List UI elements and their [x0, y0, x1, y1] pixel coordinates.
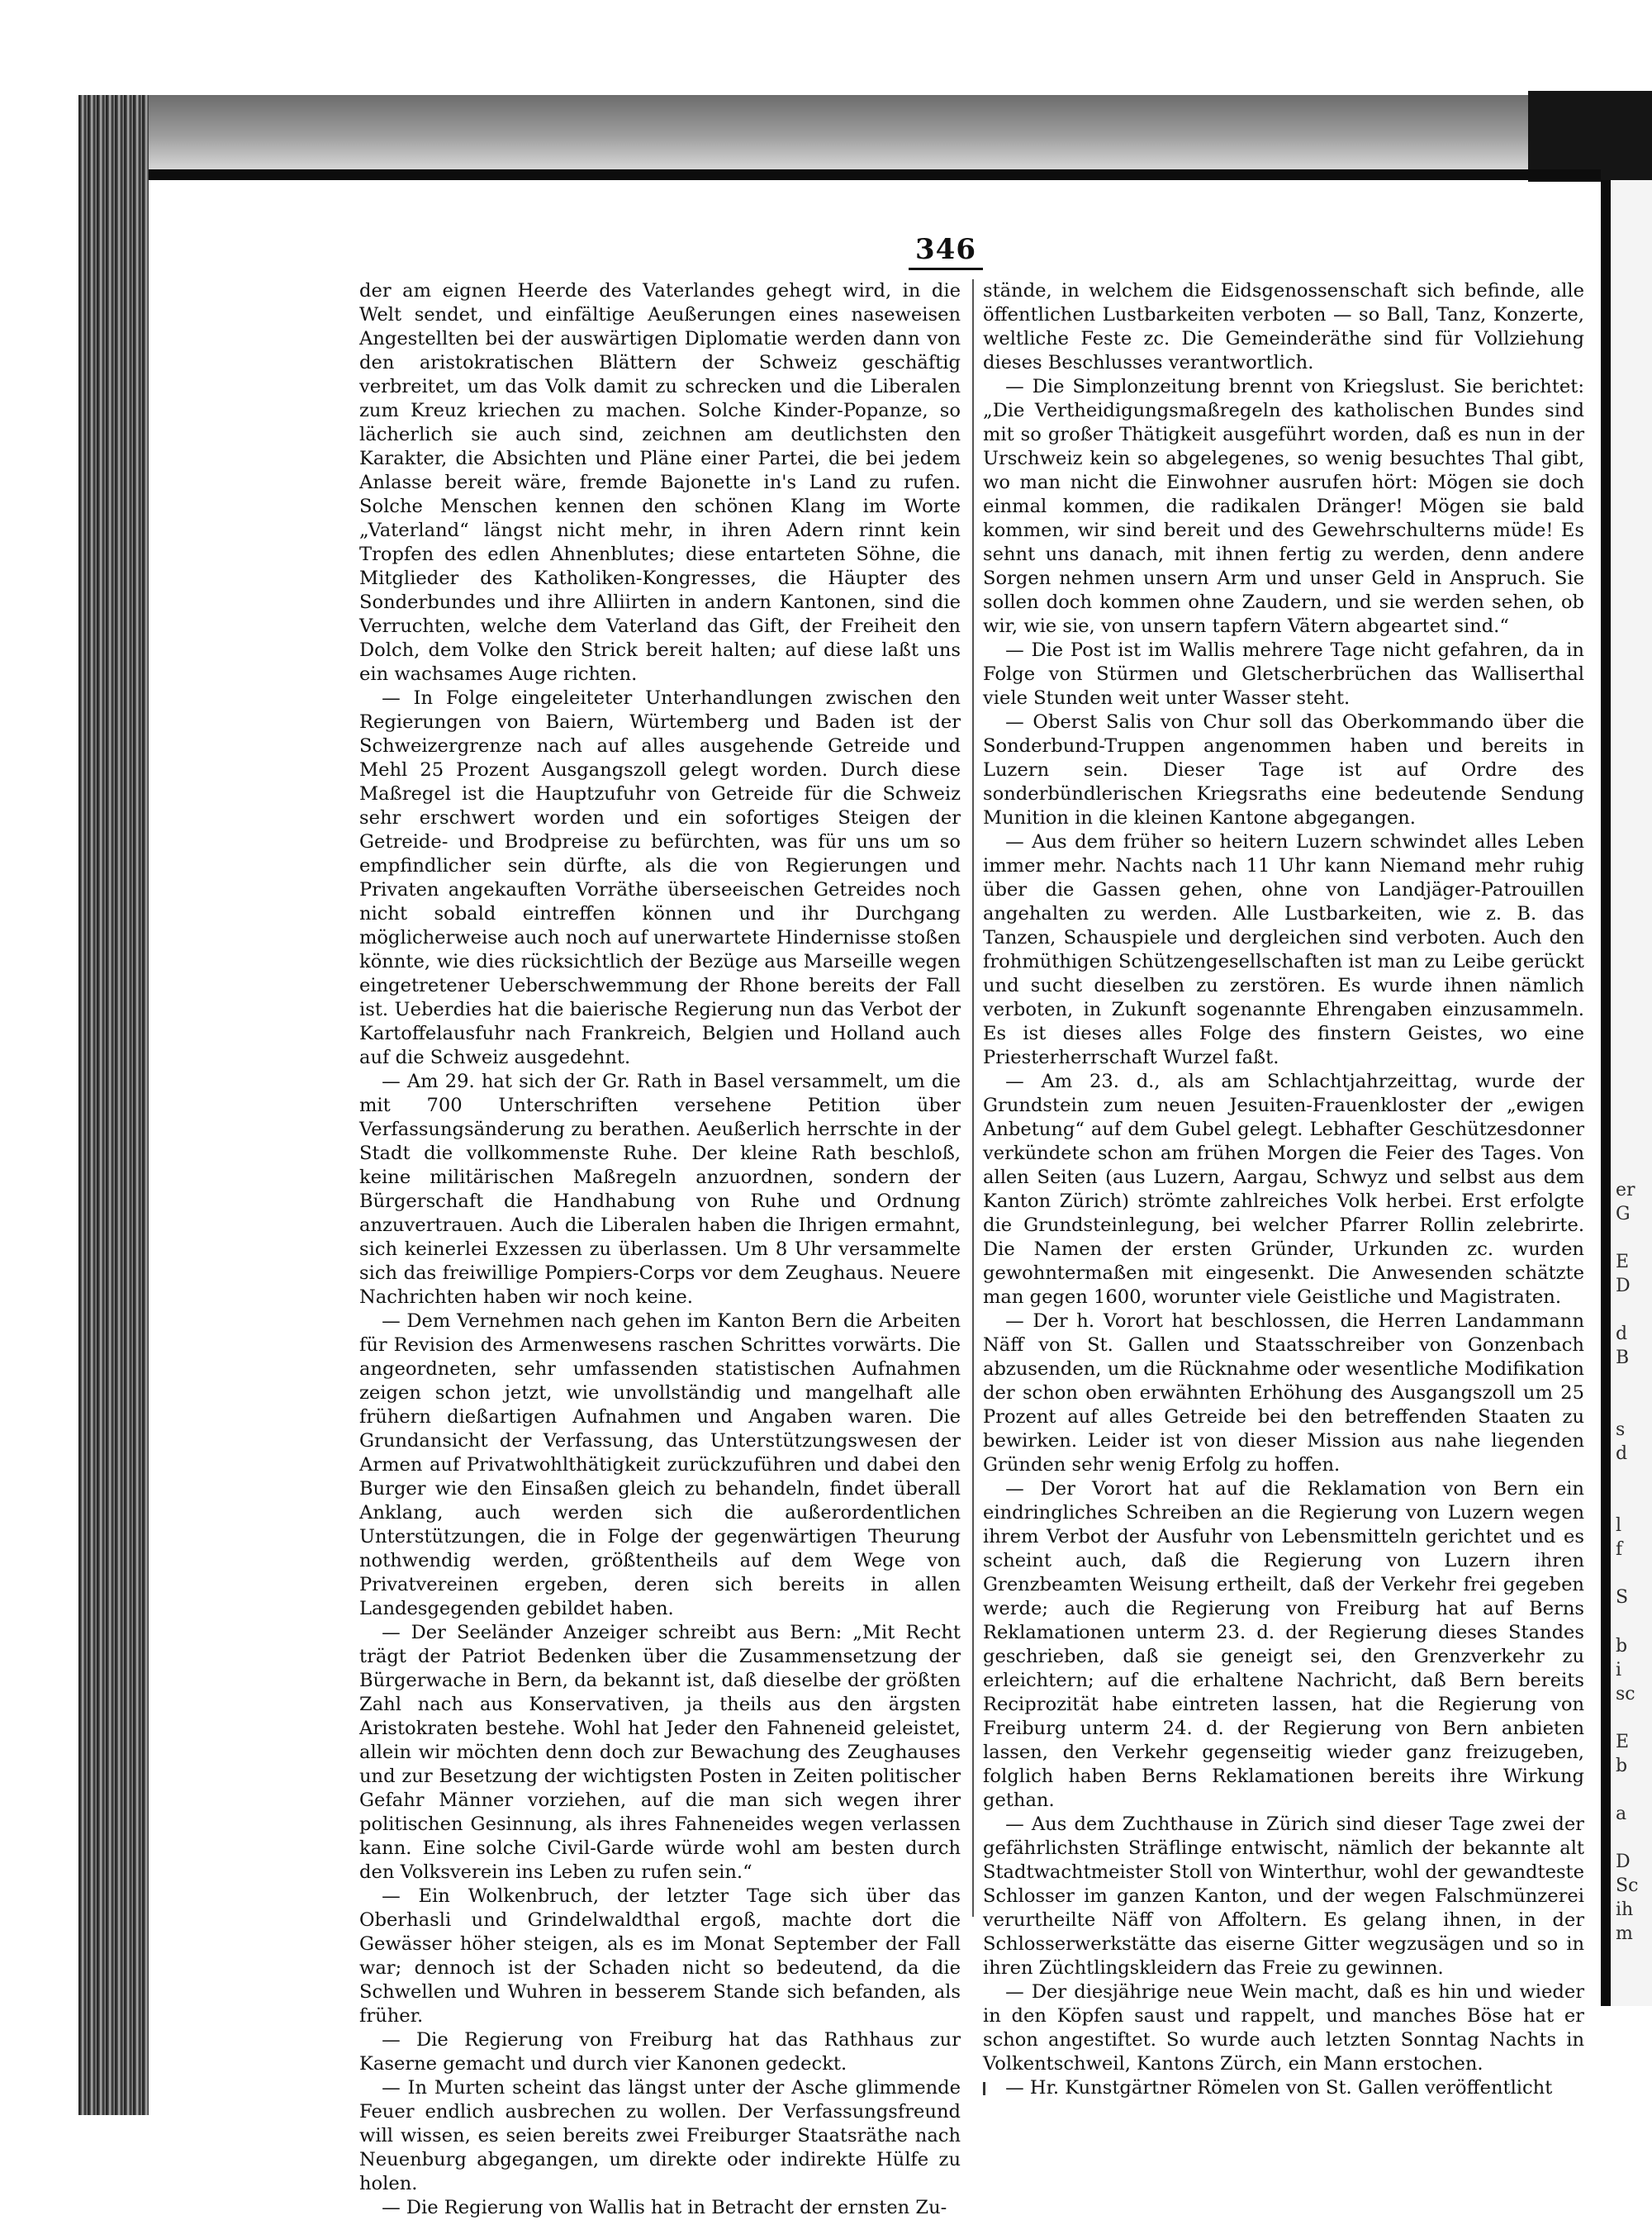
paragraph: — Hr. Kunstgärtner Römelen von St. Gallen veröffentlicht — [1005, 2077, 1553, 2099]
adjacent-fragment: s — [1616, 1419, 1626, 1440]
paragraph: — Die Regierung von Wallis hat in Betracht der ernsten Zu- — [382, 2197, 947, 2218]
paragraph: — Dem Vernehmen nach gehen im Kanton Bern die Arbeiten für Revision des Armenwesens raschen Schrittes vorwärts. Die angeordneten, sehr umfassenden statistischen Aufnahmen zeigen schon jetzt, wie unvollständig und mangelhaft alle frühern dießartigen Aufnahmen und Angaben waren. Die Grundansicht der Verfassung, das Unterstützungswesen der Armen auf Privatwohlthätigkeit zurückzuführen und dabei den Burger wie den Einsaßen gleich zu behandeln, findet überall Anklang, auch werden sich die außerordentlichen Unterstützungen, die in Folge der gegenwärtigen Theurung nothwendig werden, größtentheils auf dem Wege von Privatvereinen ergeben, deren sich bereits in allen Landesgegenden gebildet haben. — [359, 1310, 961, 1619]
paragraph: — Der Vorort hat auf die Reklamation von Bern ein eindringliches Schreiben an die Regierung von Luzern wegen ihrem Verbot der Ausfuhr von Lebensmitteln gerichtet und es scheint auch, daß die Regierung von Luzern ihren Grenzbeamten Weisung ertheilt, daß der Verkehr frei gegeben werde; auch die Regierung von Freiburg hat auf Berns Reklamationen unterm 23. d. der Regierung dieses Standes geschrieben, daß sie geneigt sei, den Grenzverkehr zu erleichtern; auf die erhaltene Nachricht, daß Bern bereits Reciprozität habe eintreten lassen, hat die Regierung von Freiburg unterm 24. d. der Regierung von Bern anbieten lassen, den Verkehr gegenseitig wieder ganz freizugeben, folglich haben Berns Reklamationen bereits ihre Wirkung gethan. — [983, 1478, 1584, 1811]
adjacent-fragment: i — [1616, 1660, 1622, 1680]
paragraph: — Die Regierung von Freiburg hat das Rathhaus zur Kaserne gemacht und durch vier Kanonen gedeckt. — [359, 2029, 961, 2075]
adjacent-fragment: l — [1616, 1515, 1622, 1536]
paragraph: der am eignen Heerde des Vaterlandes gehegt wird, in die Welt sendet, und einfältige Aeußerungen eines naseweisen Angestellten bei der auswärtigen Diplomatie werden dann von den aristokratischen Blättern der Schweiz geschäftig verbreitet, um das Volk damit zu schrecken und die Liberalen zum Kreuz kriechen zu machen. Solche Kinder-Popanze, so lächerlich sie auch sind, zeichnen am deutlichsten den Karakter, die Absichten und Pläne einer Partei, die bei jedem Anlasse bereit wäre, fremde Bajonette in's Land zu rufen. Solche Menschen kennen den schönen Klang im Worte „Vaterland“ längst nicht mehr, in ihren Adern rinnt kein Tropfen des edlen Ahnenblutes; diese entarteten Söhne, die Mitglieder des Katholiken-Kongresses, die Häupter des Sonderbundes und ihre Alliirten in andern Kantonen, sind die Verruchten, welche dem Vaterland das Gift, der Freiheit den Dolch, dem Volke den Strick bereit halten; auf diese laßt uns ein wachsames Auge richten. — [359, 280, 961, 685]
adjacent-fragment: E — [1616, 1732, 1630, 1752]
adjacent-fragment: b — [1616, 1636, 1628, 1657]
scan-mark — [983, 2082, 985, 2095]
paragraph: — Am 23. d., als am Schlachtjahrzeittag, wurde der Grundstein zum neuen Jesuiten-Frauenkloster der „ewigen Anbetung“ auf dem Gubel gelegt. Lebhafter Geschützesdonner verkündete schon am frühen Morgen die Feier des Tages. Von allen Seiten (aus Luzern, Aargau, Schwyz und selbst aus dem Kanton Zürich) strömte zahlreiches Volk herbei. Erst erfolgte die Grundsteinlegung, bei welcher Pfarrer Rollin zelebrirte. Die Namen der ersten Gründer, Urkunden zc. wurden gewohntermaßen mit eingesenkt. Die Anwesenden schätzte man gegen 1600, worunter viele Geistliche und Magistraten. — [983, 1071, 1584, 1308]
paragraph: — Aus dem Zuchthause in Zürich sind dieser Tage zwei der gefährlichsten Sträflinge entwischt, nämlich der bekannte alt Stadtwachtmeister Stoll von Winterthur, wohl der gewandteste Schlosser im ganzen Kanton, und der wegen Falschmünzerei verurtheilte Näff von Affoltern. Es gelang ihnen, in der Schlosserwerkstätte das eiserne Gitter wegzusägen und so in ihren Züchtlingskleidern das Freie zu gewinnen. — [983, 1814, 1584, 1979]
adjacent-fragment: f — [1616, 1539, 1623, 1560]
adjacent-fragment: d — [1616, 1324, 1628, 1344]
paragraph: — In Folge eingeleiteter Unterhandlungen zwischen den Regierungen von Baiern, Würtemberg und Baden ist der Schweizergrenze nach auf alles ausgehende Getreide und Mehl 25 Prozent Ausgangszoll gelegt worden. Durch diese Maßregel ist die Hauptzufuhr von Getreide für die Schweiz sehr erschwert worden und ein sofortiges Steigen der Getreide- und Brodpreise zu befürchten, was für uns um so empfindlicher sein dürfte, als die von Regierungen und Privaten angekauften Vorräthe überseeischen Getreides noch nicht sobald eintreffen können und ihr Durchgang möglicherweise auch noch auf unerwartete Hindernisse stoßen könnte, wie dies rücksichtlich der Bezüge aus Marseille wegen eingetretener Ueberschwemmung der Rhone bereits der Fall ist. Ueberdies hat die baierische Regierung nun das Verbot der Kartoffelausfuhr nach Frankreich, Belgien und Holland auch auf die Schweiz ausgedehnt. — [359, 687, 961, 1068]
paragraph: — Oberst Salis von Chur soll das Oberkommando über die Sonderbund-Truppen angenommen haben und bereits in Luzern sein. Dieser Tage ist auf Ordre des sonderbündlerischen Kriegsraths eine bedeutende Sendung Munition in die kleinen Kantone abgegangen. — [983, 711, 1584, 829]
page-top-border — [149, 169, 1601, 180]
paragraph: — Ein Wolkenbruch, der letzter Tage sich über das Oberhasli und Grindelwaldthal ergoß, machte dort die Gewässer höher steigen, als es im Monat September der Fall war; dennoch ist der Schaden nicht so bedeutend, da die Schwellen und Wuhren in besserem Stande sich befanden, als früher. — [359, 1885, 961, 2027]
adjacent-fragment: sc — [1616, 1684, 1635, 1704]
book-page-edges — [78, 95, 149, 2115]
scan-shadow-top — [149, 95, 1635, 169]
adjacent-fragment: B — [1616, 1348, 1630, 1368]
paragraph: — Am 29. hat sich der Gr. Rath in Basel versammelt, um die mit 700 Unterschriften versehene Petition über Verfassungsänderung zu berathen. Aeußerlich herrschte in der Stadt die vollkommenste Ruhe. Der kleine Rath beschloß, keine militärischen Maßregeln anzuordnen, sondern der Bürgerschaft die Handhabung von Ruhe und Ordnung anzuvertrauen. Auch die Liberalen haben die Ihrigen ermahnt, sich keinerlei Exzessen zu überlassen. Um 8 Uhr versammelte sich das freiwillige Pompiers-Corps vor dem Zeughaus. Neuere Nachrichten haben wir noch keine. — [359, 1071, 961, 1308]
paragraph: — In Murten scheint das längst unter der Asche glimmende Feuer endlich ausbrechen zu wollen. Der Verfassungsfreund will wissen, es seien bereits zwei Freiburger Staatsräthe nach Neuenburg abgegangen, um direkte oder indirekte Hülfe zu holen. — [359, 2077, 961, 2194]
adjacent-fragment: ih — [1616, 1899, 1634, 1920]
scan-shadow-corner — [1528, 91, 1652, 182]
adjacent-fragment: a — [1616, 1804, 1627, 1824]
paragraph: — Der diesjährige neue Wein macht, daß es hin und wieder in den Köpfen saust und rappelt, und manches Böse hat er schon angestiftet. So wurde auch letzten Sonntag Nachts in Volkentschweil, Kantons Zürch, ein Mann erstochen. — [983, 1981, 1584, 2075]
column-divider — [972, 279, 974, 1917]
right-column — [983, 279, 1584, 2099]
paragraph: — Die Simplonzeitung brennt von Kriegslust. Sie berichtet: „Die Vertheidigungsmaßregeln des katholischen Bundes sind mit so großer Thätigkeit ausgeführt worden, daß es nun in der Urschweiz kein so abgelegenes, so wenig besuchtes Thal gibt, wo man nicht die Einwohner ausrufen hört: Mögen sie doch einmal kommen, die radikalen Dränger! Mögen sie bald kommen, wir sind bereit und des Gewehrschulterns müde! Es sehnt uns danach, mit ihnen fertig zu werden, denn andere Sorgen nehmen unsern Arm und unser Geld in Anspruch. Sie sollen doch kommen ohne Zaudern, und sie werden sehen, ob wir, wie sie, von unsern tapfern Vätern abgeartet sind.“ — [983, 376, 1584, 637]
paragraph: — Die Post ist im Wallis mehrere Tage nicht gefahren, da in Folge von Stürmen und Gletscherbrüchen das Walliserthal viele Stunden weit unter Wasser steht. — [983, 639, 1584, 709]
paragraph: — Aus dem früher so heitern Luzern schwindet alles Leben immer mehr. Nachts nach 11 Uhr kann Niemand mehr ruhig über die Gassen gehen, ohne von Landjäger-Patrouillen angehalten zu werden. Alle Lustbarkeiten, wie z. B. das Tanzen, Schauspiele und dergleichen sind verboten. Auch den frohmüthigen Schützengesellschaften ist man zu Leibe gerückt und sucht dieselben zu zerstören. Es wurde ihnen nämlich verboten, in Zukunft sogenannte Ehrengaben einzusammeln. Es ist dieses alles Folge des finstern Geistes, wo eine Priesterherrschaft Wurzel faßt. — [983, 831, 1584, 1068]
adjacent-fragment: E — [1616, 1252, 1630, 1272]
adjacent-fragment: m — [1616, 1923, 1633, 1944]
paragraph: — Der Seeländer Anzeiger schreibt aus Bern: „Mit Recht trägt der Patriot Bedenken über die Zusammensetzung der Bürgerwache in Bern, da bekannt ist, daß dieselbe der größten Zahl nach aus Konservativen, ja theils aus den ärgsten Aristokraten bestehe. Wohl hat Jeder den Fahneneid geleistet, allein wir möchten denn doch zur Bewachung des Zeughauses und zur Besetzung der wichtigsten Posten in Zeiten politischer Gefahr Männer vorziehen, auf die man sich wegen ihrer politischen Gesinnung, als ihres Fahneneides wegen verlassen kann. Eine solche Civil-Garde würde wohl am besten durch den Volksverein ins Leben zu rufen sein.“ — [359, 1622, 961, 1883]
adjacent-fragment: S — [1616, 1587, 1629, 1608]
adjacent-fragment: G — [1616, 1204, 1631, 1224]
paragraph: — Der h. Vorort hat beschlossen, die Herren Landammann Näff von St. Gallen und Staatsschreiber von Gonzenbach abzusenden, um die Rücknahme oder wesentliche Modifikation der schon oben erwähnten Erhöhung des Ausgangszoll um 25 Prozent auf alles Getreide bei den betreffenden Staaten zu bewirken. Leider ist von dieser Mission aus nahe liegenden Gründen sehr wenig Erfolg zu hoffen. — [983, 1310, 1584, 1476]
adjacent-fragment: b — [1616, 1756, 1628, 1776]
adjacent-fragment: D — [1616, 1852, 1631, 1872]
page-number: 346 — [909, 233, 983, 270]
adjacent-fragment: er — [1616, 1180, 1635, 1200]
adjacent-page — [1611, 180, 1652, 2006]
adjacent-fragment: D — [1616, 1276, 1631, 1296]
paragraph: stände, in welchem die Eidsgenossenschaft sich befinde, alle öffentlichen Lustbarkeiten verboten — so Ball, Tanz, Konzerte, weltliche Feste zc. Die Gemeinderäthe sind für Vollziehung dieses Beschlusses verantwortlich. — [983, 280, 1584, 373]
adjacent-fragment: d — [1616, 1443, 1628, 1464]
book-gutter — [1601, 180, 1611, 2006]
left-column — [359, 279, 961, 2218]
adjacent-fragment: Sc — [1616, 1875, 1639, 1896]
